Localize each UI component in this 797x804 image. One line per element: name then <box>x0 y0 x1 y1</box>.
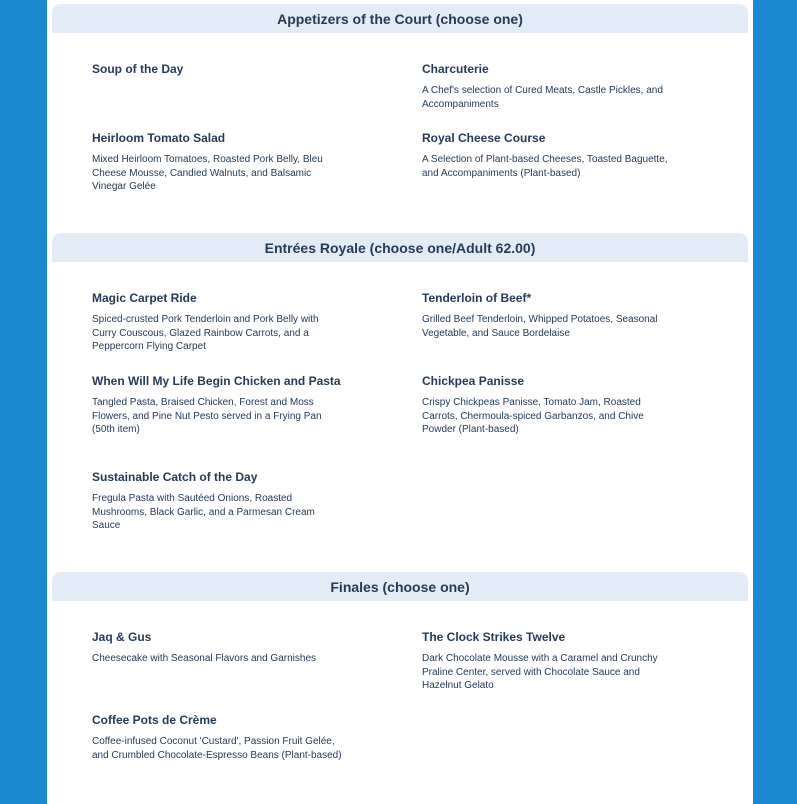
item-name: Charcuterie <box>422 62 489 76</box>
item-description: Crispy Chickpeas Panisse, Tomato Jam, Roasted Carrots, Chermoula-spiced Garbanzos, and Chive Powder (Plant-based) <box>422 397 644 435</box>
menu-item <box>92 375 342 437</box>
section-header-finales: Finales (choose one) <box>52 572 748 601</box>
menu-item <box>92 63 342 84</box>
item-name: Coffee Pots de Crème <box>92 713 217 727</box>
menu-item <box>92 471 342 533</box>
item-name: Jaq & Gus <box>92 630 152 644</box>
section-header-entrees: Entrées Royale (choose one/Adult 62.00) <box>52 233 748 262</box>
menu-item <box>92 714 342 762</box>
menu-item <box>422 375 672 437</box>
item-description: Dark Chocolate Mousse with a Caramel and Crunchy Praline Center, served with Chocolate Sauce and Hazelnut Gelato <box>422 653 658 691</box>
item-name: Chickpea Panisse <box>422 374 525 388</box>
item-description: A Selection of Plant-based Cheeses, Toasted Baguette, and Accompaniments (Plant-based) <box>422 154 668 179</box>
item-name: Soup of the Day <box>92 62 184 76</box>
item-description: Tangled Pasta, Braised Chicken, Forest and Moss Flowers, and Pine Nut Pesto served in a Frying Pan (50th item) <box>92 397 322 435</box>
menu-item <box>422 292 672 340</box>
menu-item <box>92 292 342 354</box>
item-name: Heirloom Tomato Salad <box>92 131 226 145</box>
menu-item <box>92 631 342 666</box>
menu-item <box>422 132 672 180</box>
item-name: Tenderloin of Beef* <box>422 291 532 305</box>
item-name: Sustainable Catch of the Day <box>92 470 258 484</box>
item-name: Magic Carpet Ride <box>92 291 197 305</box>
item-name: Royal Cheese Course <box>422 131 546 145</box>
item-description: Fregula Pasta with Sautéed Onions, Roasted Mushrooms, Black Garlic, and a Parmesan Cream Sauce <box>92 493 315 531</box>
item-description: Grilled Beef Tenderloin, Whipped Potatoes, Seasonal Vegetable, and Sauce Bordelaise <box>422 314 658 339</box>
menu-item <box>92 132 342 194</box>
item-description: Cheesecake with Seasonal Flavors and Garnishes <box>92 653 317 664</box>
menu-item <box>422 631 672 693</box>
section-header-appetizers: Appetizers of the Court (choose one) <box>52 4 748 33</box>
item-name: When Will My Life Begin Chicken and Pasta <box>92 374 341 388</box>
item-name: The Clock Strikes Twelve <box>422 630 566 644</box>
item-description: A Chef's selection of Cured Meats, Castle Pickles, and Accompaniments <box>422 85 663 110</box>
item-description: Mixed Heirloom Tomatoes, Roasted Pork Belly, Bleu Cheese Mousse, Candied Walnuts, and Balsamic Vinegar Gelée <box>92 154 323 192</box>
item-description: Coffee-infused Coconut 'Custard', Passion Fruit Gelée, and Crumbled Chocolate-Espresso Beans (Plant-based) <box>92 736 342 761</box>
menu-item <box>422 63 672 111</box>
menu-page <box>47 0 753 804</box>
item-description: Spiced-crusted Pork Tenderloin and Pork Belly with Curry Couscous, Glazed Rainbow Carrots, and a Peppercorn Flying Carpet <box>92 314 319 352</box>
